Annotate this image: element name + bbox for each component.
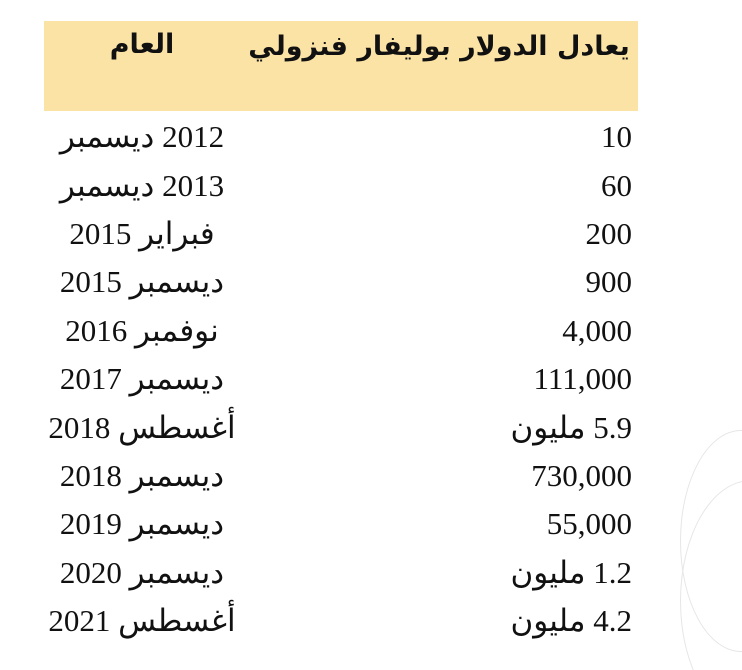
rate-cell: 55,000	[546, 506, 632, 542]
year-cell: ديسمبر 2020	[59, 554, 225, 590]
year-cell: نوفمبر 2016	[65, 312, 219, 348]
rate-cell: 730,000	[531, 457, 632, 493]
year-cell: ديسمبر 2018	[59, 457, 225, 493]
table-row	[44, 113, 638, 161]
rate-cell: 60	[601, 167, 632, 203]
header-rate: يعادل الدولار بوليفار فنزولي	[248, 31, 630, 62]
table-row	[44, 597, 638, 645]
table-body	[44, 113, 638, 645]
table-row	[44, 403, 638, 451]
rate-cell: 10	[601, 119, 632, 155]
table-row	[44, 258, 638, 306]
rate-cell: 5.9 مليون	[510, 409, 632, 445]
table-row	[44, 549, 638, 597]
table-header	[44, 21, 638, 111]
header-year: العام	[109, 29, 175, 60]
exchange-rate-table	[44, 21, 638, 645]
rate-cell: 1.2 مليون	[510, 554, 632, 590]
year-cell: أغسطس 2018	[48, 409, 236, 445]
table-row	[44, 452, 638, 500]
rate-cell: 900	[585, 264, 632, 300]
rate-cell: 4,000	[562, 312, 632, 348]
decorative-curve	[680, 480, 742, 670]
year-cell: فبراير 2015	[69, 215, 215, 251]
year-cell: 2013 ديسمبر	[59, 167, 225, 203]
year-cell: ديسمبر 2017	[59, 361, 225, 397]
table-row	[44, 355, 638, 403]
table-row	[44, 500, 638, 548]
rate-cell: 200	[585, 215, 632, 251]
year-cell: ديسمبر 2019	[59, 506, 225, 542]
rate-cell: 4.2 مليون	[510, 603, 632, 639]
rate-cell: 111,000	[533, 361, 632, 397]
table-row	[44, 210, 638, 258]
table-row	[44, 161, 638, 209]
year-cell: ديسمبر 2015	[59, 264, 225, 300]
year-cell: 2012 ديسمبر	[59, 119, 225, 155]
year-cell: أغسطس 2021	[48, 603, 236, 639]
decorative-curve	[680, 430, 742, 652]
table-row	[44, 307, 638, 355]
